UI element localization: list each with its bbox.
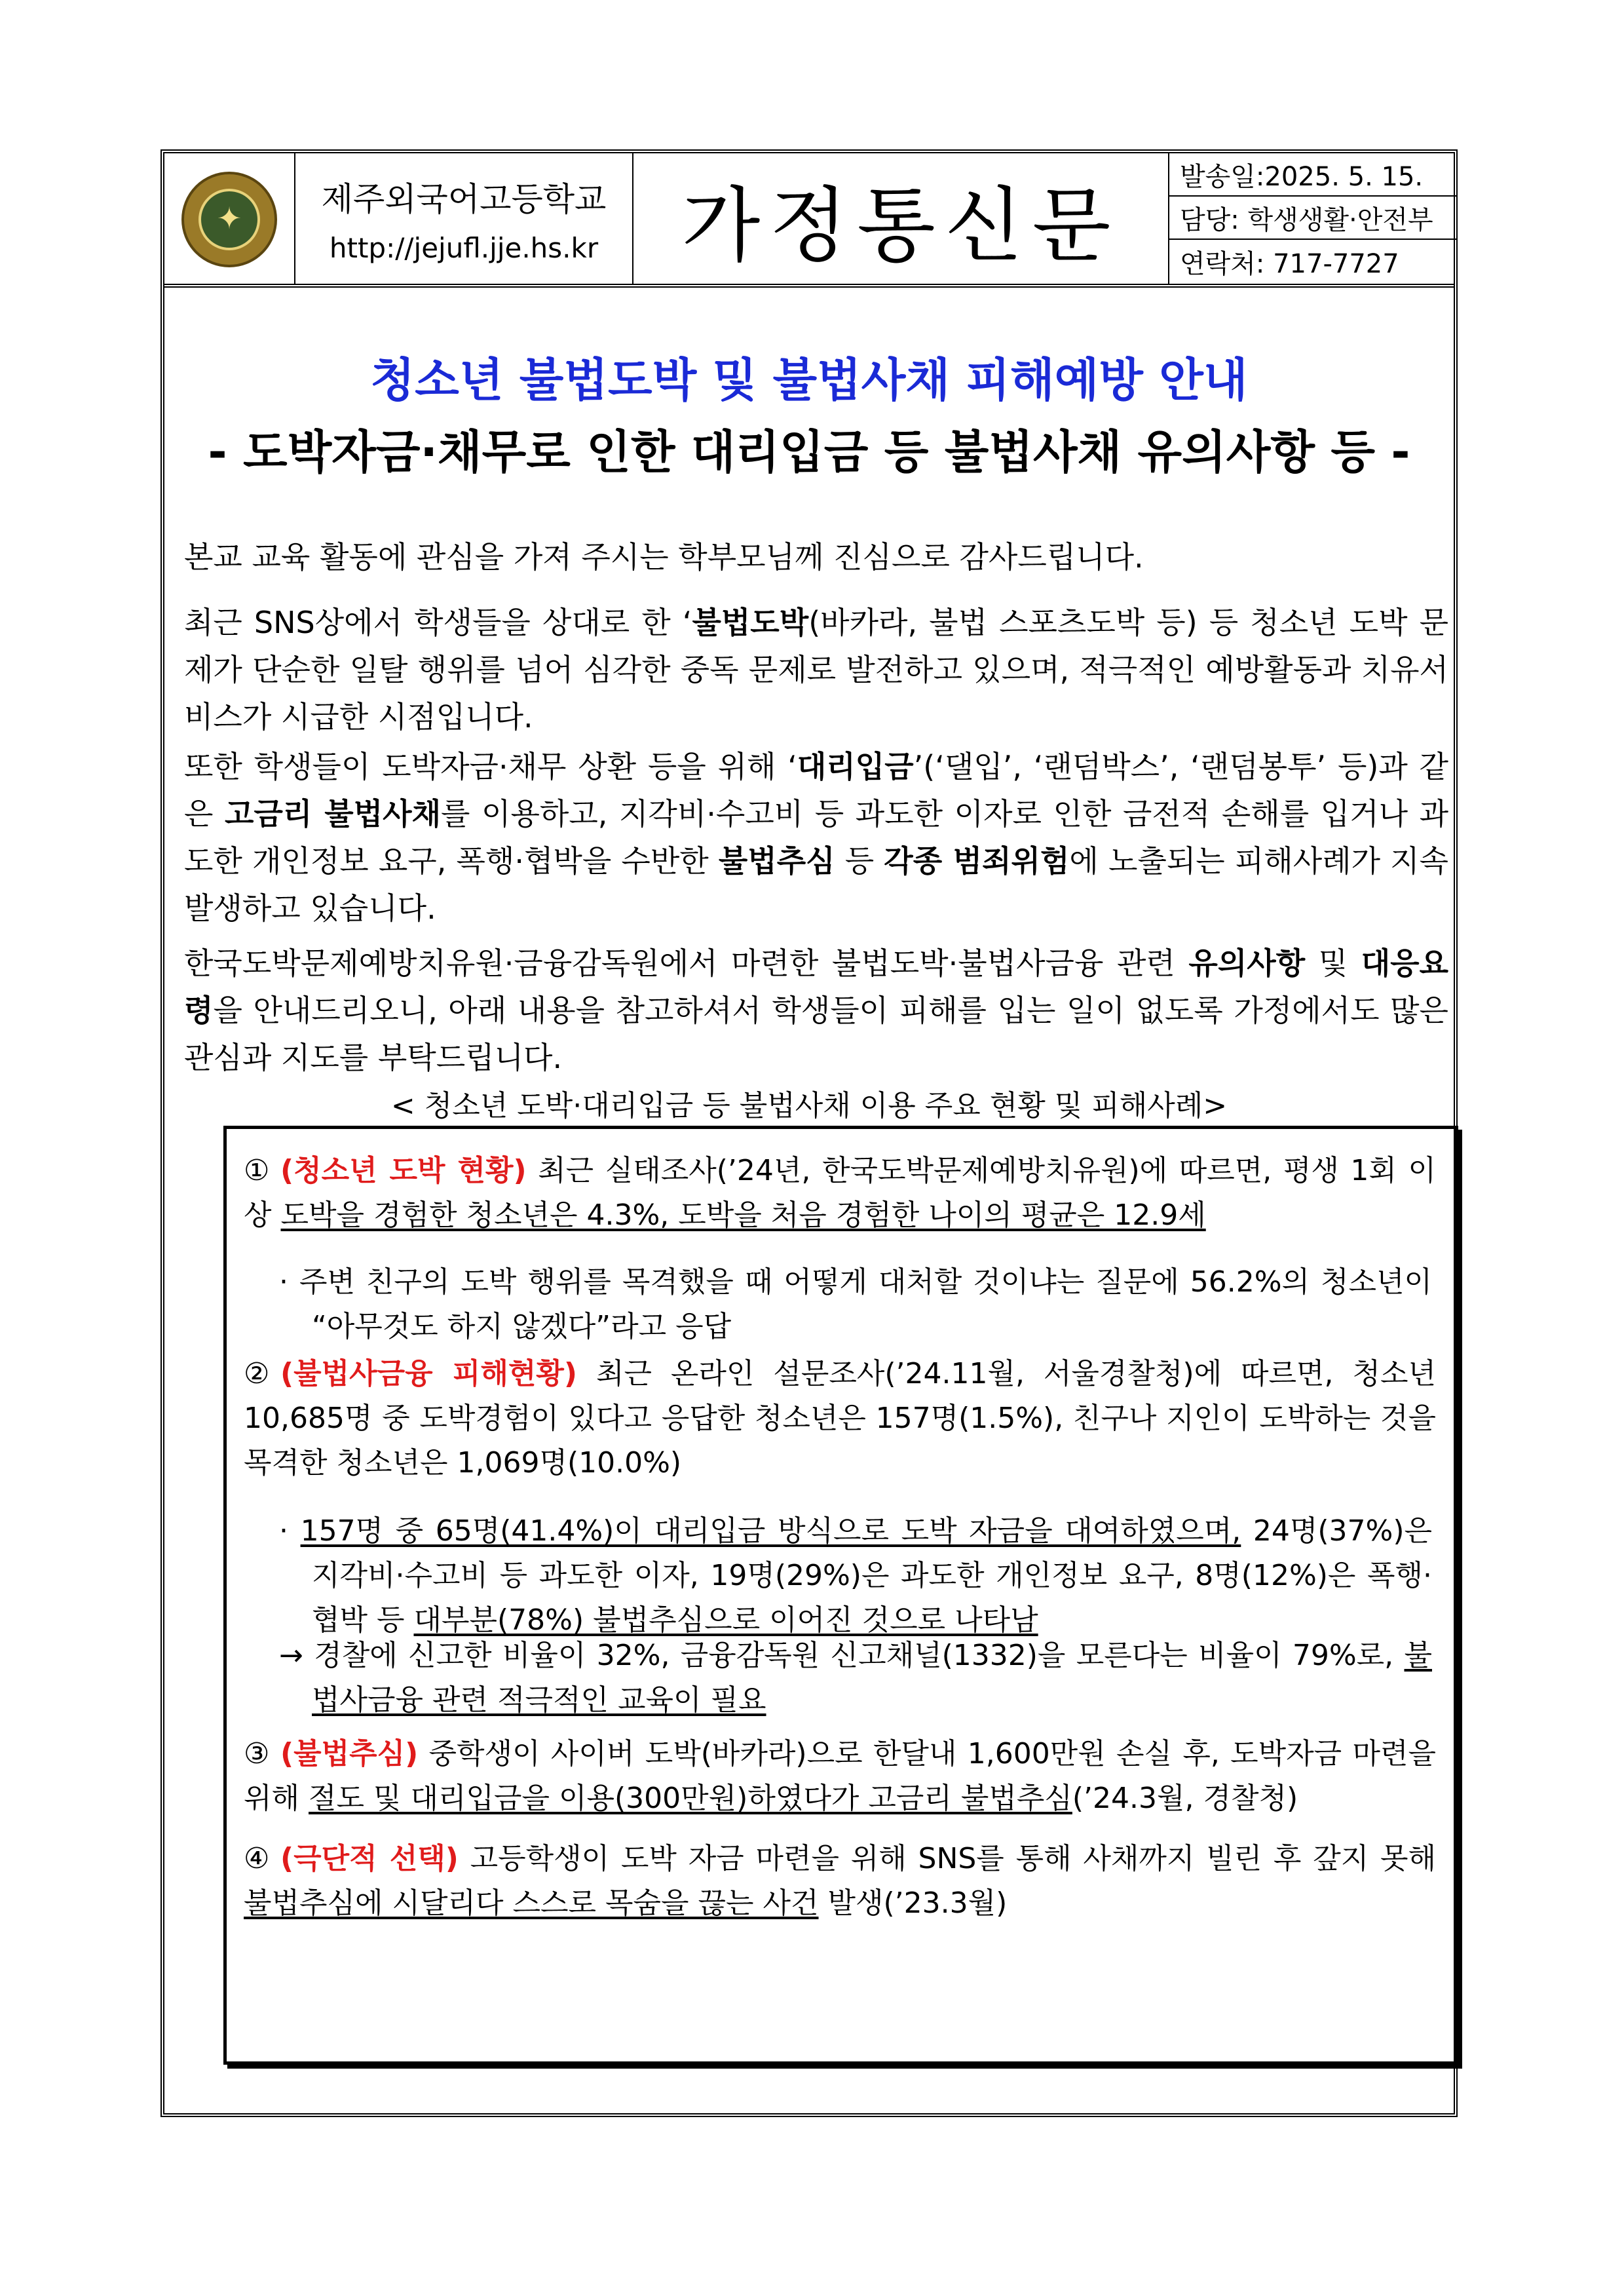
case-bullet-2: · 157명 중 65명(41.4%)이 대리입금 방식으로 도박 자금을 대여하였으며, 24명(37%)은 지각비·수고비 등 과도한 이자, 19명(29%)은 과도한 개인정보 요구, 8명(12%)은 폭행·협박 등 대부분(78%) 불법추심으로 이어진 것으로 나타남	[279, 1514, 1433, 1637]
case-item-1: ① (청소년 도박 현황) 최근 실태조사(’24년, 한국도박문제예방치유원)에 따르면, 평생 1회 이상 도박을 경험한 청소년은 4.3%, 도박을 처음 경험한 나이의 평균은 12.9세	[244, 1154, 1437, 1232]
department: 담당: 학생생활·안전부	[1169, 197, 1458, 240]
school-url: http://jejufl.jje.hs.kr	[329, 232, 599, 264]
paragraph-loans: 또한 학생들이 도박자금·채무 상환 등을 위해 ‘대리입금’(‘댈입’, ‘랜덤박스’, ‘랜덤봉투’ 등)과 같은 고금리 불법사채를 이용하고, 지각비·수고비 등 과도한 이자로 인한 금전적 손해를 입거나 과도한 개인정보 요구, 폭행·협박을 수반한 불법추심 등 각종 범죄위험에 노출되는 피해사례가 지속 발생하고 있습니다.	[184, 749, 1449, 926]
info-cell	[1169, 153, 1458, 284]
notice-frame	[161, 149, 1458, 2117]
cases-box	[223, 1126, 1458, 2065]
school-name: 제주외국어고등학교	[321, 180, 607, 218]
paragraph-guidance: 한국도박문제예방치유원·금융감독원에서 마련한 불법도박·불법사금융 관련 유의사항 및 대응요령을 안내드리오니, 아래 내용을 참고하셔서 학생들이 피해를 입는 일이 없도록 가정에서도 많은 관심과 지도를 부탁드립니다.	[184, 946, 1449, 1075]
contact: 연락처: 717-7727	[1180, 248, 1399, 279]
case-bullet-3: → 경찰에 신고한 비율이 32%, 금융감독원 신고채널(1332)을 모른다는 비율이 79%로, 불법사금융 관련 적극적인 교육이 필요	[279, 1639, 1432, 1717]
title-cell	[633, 153, 1169, 284]
paragraph-greeting: 본교 교육 활동에 관심을 가져 주시는 학부모님께 진심으로 감사드립니다.	[184, 539, 1144, 575]
school-cell	[295, 153, 633, 284]
case-item-4: ④ (극단적 선택) 고등학생이 도박 자금 마련을 위해 SNS를 통해 사채까지 빌린 후 갚지 못해 불법추심에 시달리다 스스로 목숨을 끊는 사건 발생(’23.3월)	[244, 1842, 1436, 1920]
case-item-3: ③ (불법추심) 중학생이 사이버 도박(바카라)으로 한달내 1,600만원 손실 후, 도박자금 마련을 위해 절도 및 대리입금을 이용(300만원)하였다가 고금리 불법추심(’24.3월, 경찰청)	[244, 1737, 1436, 1815]
paragraph-gambling: 최근 SNS상에서 학생들을 상대로 한 ‘불법도박(바카라, 불법 스포츠도박 등) 등 청소년 도박 문제가 단순한 일탈 행위를 넘어 심각한 중독 문제로 발전하고 있으며, 적극적인 예방활동과 치유서비스가 시급한 시점입니다.	[184, 605, 1449, 735]
case-item-2: ② (불법사금융 피해현황) 최근 온라인 설문조사(’24.11월, 서울경찰청)에 따르면, 청소년 10,685명 중 도박경험이 있다고 응답한 청소년은 157명(1.5%), 친구나 지인이 도박하는 것을 목격한 청소년은 1,069명(10.0%)	[244, 1357, 1436, 1480]
school-logo-icon	[181, 172, 277, 267]
main-title: 청소년 불법도박 및 불법사채 피해예방 안내	[370, 353, 1248, 407]
sub-title: - 도박자금·채무로 인한 대리입금 등 불법사채 유의사항 등 -	[208, 425, 1410, 479]
box-caption: < 청소년 도박·대리입금 등 불법사채 이용 주요 현황 및 피해사례>	[390, 1089, 1228, 1122]
send-date: 발송일:2025. 5. 15.	[1169, 153, 1458, 197]
logo-emblem-icon: ✦	[216, 201, 242, 236]
document-title: 가정통신문	[681, 178, 1120, 273]
case-bullet-1: · 주변 친구의 도박 행위를 목격했을 때 어떻게 대처할 것이냐는 질문에 56.2%의 청소년이 “아무것도 하지 않겠다”라고 응답	[279, 1265, 1432, 1343]
logo-cell	[164, 153, 295, 284]
header-table	[164, 153, 1454, 288]
